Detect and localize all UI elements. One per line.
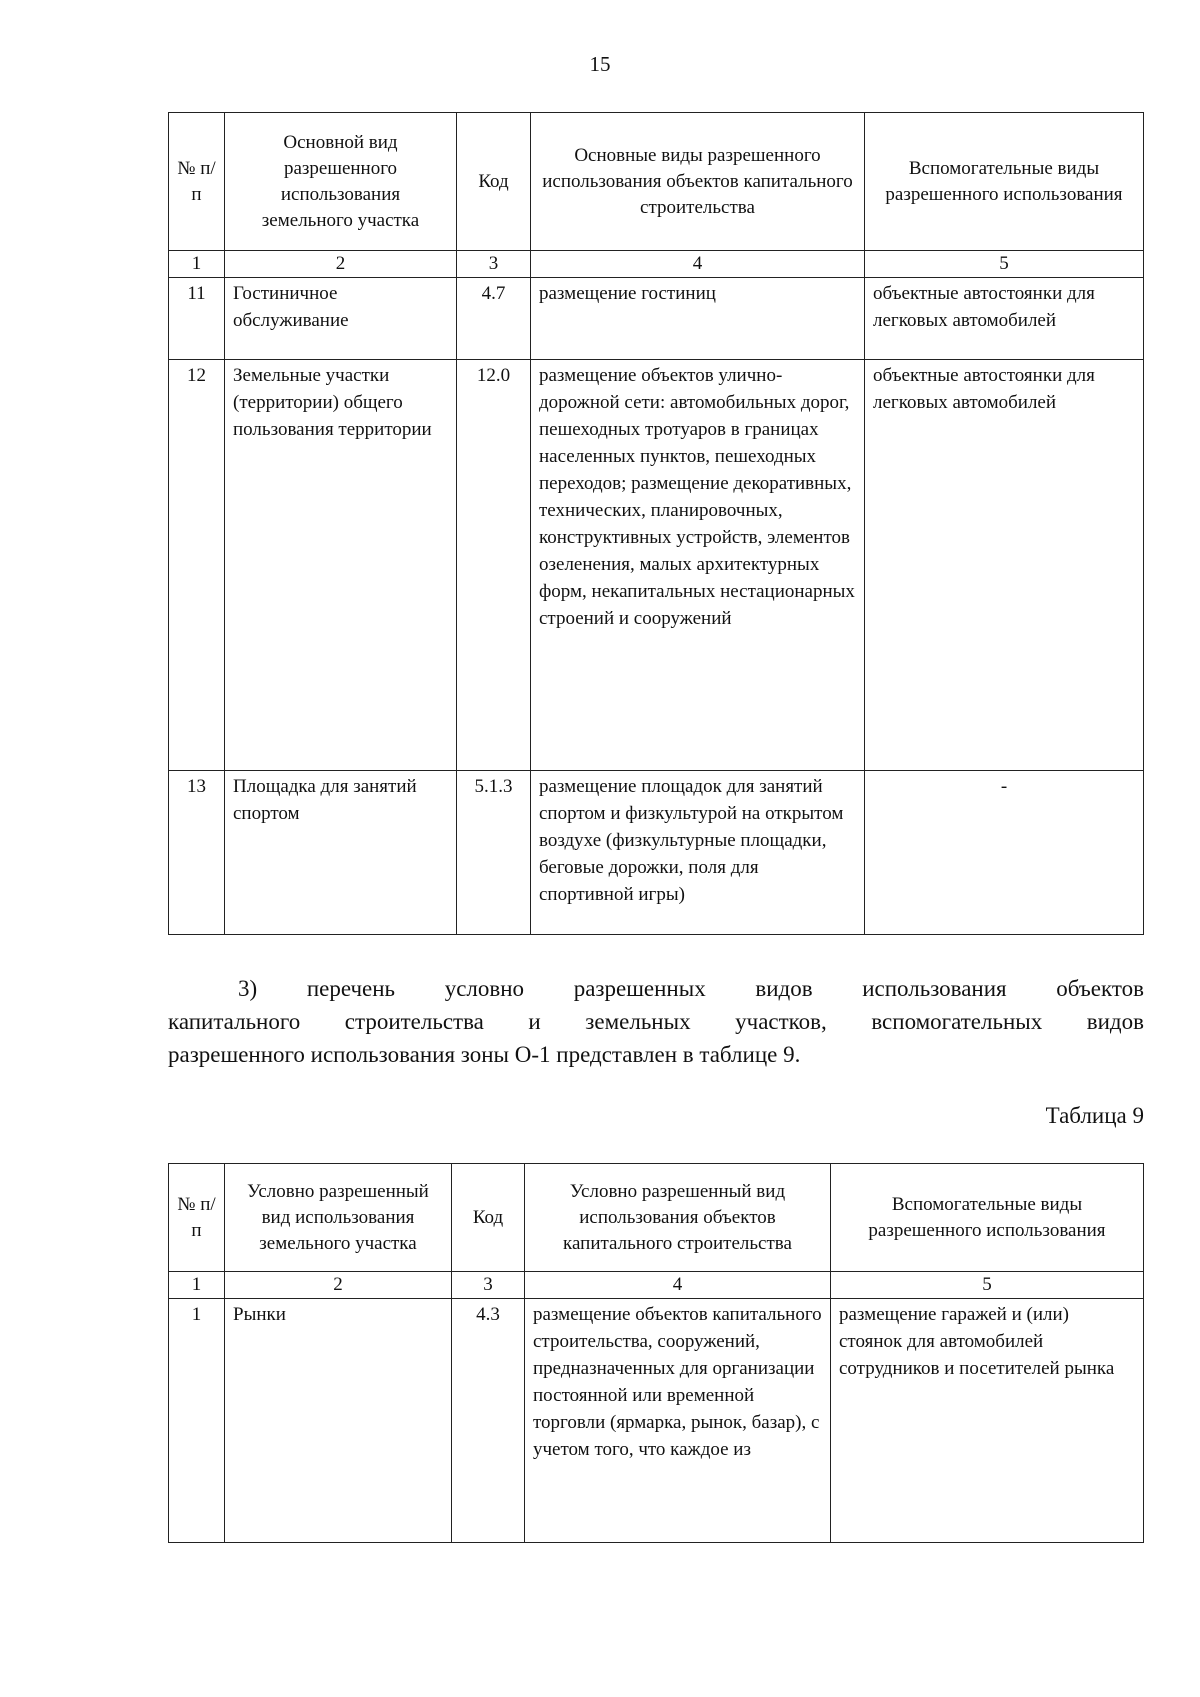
land-use-name: Земельные участки (территории) общего пользования территории: [225, 360, 457, 771]
row-number: 11: [169, 278, 225, 360]
land-use-name: Рынки: [225, 1299, 452, 1543]
col-number: 4: [525, 1272, 831, 1299]
col-number: 3: [452, 1272, 525, 1299]
paragraph-line-3: разрешенного использования зоны О-1 представлен в таблице 9.: [168, 1042, 801, 1067]
page-number: 15: [589, 52, 611, 76]
col-number: 3: [457, 251, 531, 278]
land-use-name: Гостиничное обслуживание: [225, 278, 457, 360]
paragraph-text: 3) перечень условно разрешенных видов использования объектов: [238, 976, 1144, 1001]
table-header-row: [169, 113, 1144, 251]
auxiliary-use: -: [865, 771, 1144, 935]
header-land-use-type: Основной вид разрешенного использования земельного участка: [225, 113, 457, 251]
table-row: [169, 1299, 1144, 1543]
table-caption: Таблица 9: [1045, 1103, 1144, 1128]
col-number: 1: [169, 1272, 225, 1299]
paragraph-line-2: капитального строительства и земельных участков, вспомогательных видов: [168, 1009, 1144, 1034]
land-use-code: 4.7: [457, 278, 531, 360]
col-number: 2: [225, 251, 457, 278]
main-use: размещение объектов капитального строительства, сооружений, предназначенных для организации постоянной или временной торговли (ярмарка, рынок, базар), с учетом того, что каждое из: [525, 1299, 831, 1543]
col-number: 5: [865, 251, 1144, 278]
col-number: 5: [831, 1272, 1144, 1299]
table-row: [169, 360, 1144, 771]
main-use: размещение гостиниц: [531, 278, 865, 360]
col-number: 1: [169, 251, 225, 278]
auxiliary-use: объектные автостоянки для легковых автомобилей: [865, 278, 1144, 360]
header-land-use-type: Условно разрешенный вид использования земельного участка: [225, 1164, 452, 1272]
header-main-uses: Условно разрешенный вид использования объектов капитального строительства: [525, 1164, 831, 1272]
table-row: [169, 771, 1144, 935]
header-auxiliary-uses: Вспомогательные виды разрешенного использования: [865, 113, 1144, 251]
land-use-name: Площадка для занятий спортом: [225, 771, 457, 935]
conditional-use-table: [168, 1163, 1144, 1543]
auxiliary-use: размещение гаражей и (или) стоянок для автомобилей сотрудников и посетителей рынка: [831, 1299, 1144, 1543]
land-use-table-main: [168, 112, 1144, 935]
row-number: 1: [169, 1299, 225, 1543]
row-number: 13: [169, 771, 225, 935]
paragraph-line-1: [168, 972, 1144, 1005]
land-use-code: 4.3: [452, 1299, 525, 1543]
header-number: № п/п: [169, 1164, 225, 1272]
land-use-code: 12.0: [457, 360, 531, 771]
col-number: 4: [531, 251, 865, 278]
table-header-row: [169, 1164, 1144, 1272]
auxiliary-use: объектные автостоянки для легковых автомобилей: [865, 360, 1144, 771]
col-number: 2: [225, 1272, 452, 1299]
header-code: Код: [452, 1164, 525, 1272]
row-number: 12: [169, 360, 225, 771]
main-use: размещение объектов улично-дорожной сети: автомобильных дорог, пешеходных тротуаров в границах населенных пунктов, пешеходных переходов; размещение декоративных, технических, планировочных, конструктивных устройств, элементов озеленения, малых архитектурных форм, некапитальных нестационарных строений и сооружений: [531, 360, 865, 771]
header-code: Код: [457, 113, 531, 251]
main-use: размещение площадок для занятий спортом и физкультурой на открытом воздухе (физкультурные площадки, беговые дорожки, поля для спортивной игры): [531, 771, 865, 935]
column-number-row: [169, 251, 1144, 278]
header-auxiliary-uses: Вспомогательные виды разрешенного использования: [831, 1164, 1144, 1272]
table-row: [169, 278, 1144, 360]
header-main-uses: Основные виды разрешенного использования объектов капитального строительства: [531, 113, 865, 251]
header-number: № п/п: [169, 113, 225, 251]
column-number-row: [169, 1272, 1144, 1299]
land-use-code: 5.1.3: [457, 771, 531, 935]
